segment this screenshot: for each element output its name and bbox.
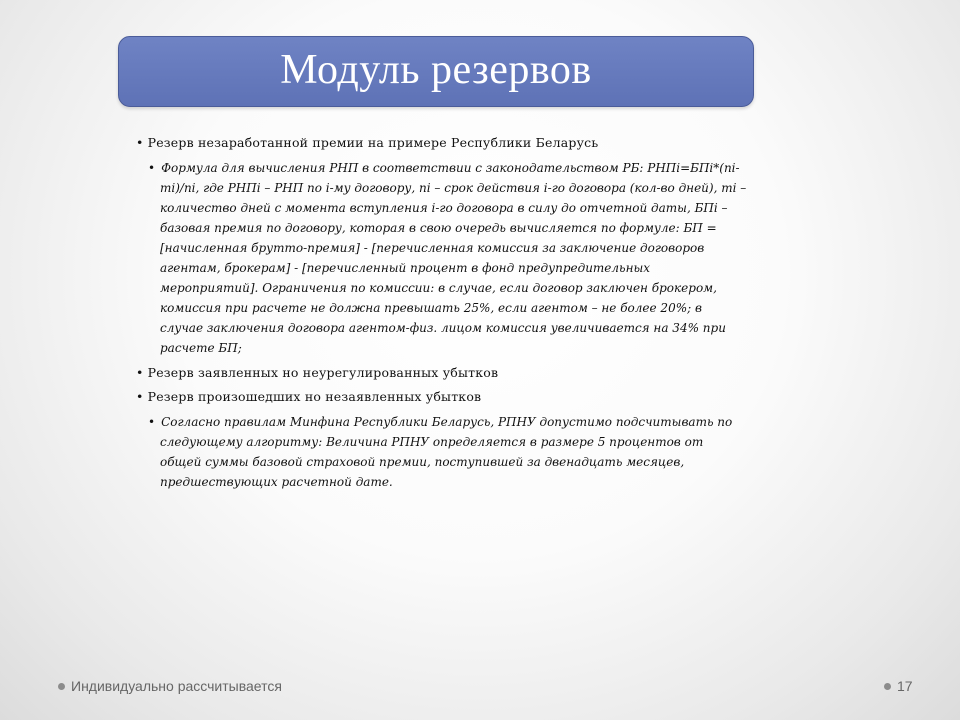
bullet-text: Формула для вычисления РНП в соответствии с законодательством РБ: РНПi=БПi*(ni-mi)/ni, где РНПi – РНП по i-му договору, ni – срок действия i-го договора (кол-во дней), mi – количество дней с момента вступления i-го договора в силу до отчетной даты, БПi – базовая премия по договору, которая в свою очередь вычисляется по формуле: БП = [начисленная брутто-премия] - [перечисленная комиссия за заключение договоров агентам, брокерам] - [перечисленный процент в фонд предупредительных мероприятий]. Ограничения по комиссии: в случае, если договор заключен брокером, комиссия при расчете не должна превышать 25%, если агентом – не более 20%; в случае заключения договора агентом-физ. лицом комиссия увеличивается на 34% при расчете БП;	[160, 161, 747, 355]
slide-title: Модуль резервов	[280, 46, 592, 93]
page-number: 17	[897, 678, 913, 694]
page-number-bullet-icon	[884, 683, 891, 690]
footer-text: Индивидуально рассчитывается	[71, 678, 282, 694]
bullet-icon: •	[136, 389, 144, 404]
bullet-icon: •	[136, 365, 144, 380]
title-box	[118, 36, 754, 107]
bullet-text: Резерв произошедших но незаявленных убытков	[147, 389, 482, 404]
bullet-icon: •	[148, 415, 156, 429]
bullet-level2	[148, 412, 748, 492]
bullet-level1	[136, 388, 748, 406]
bullet-level1	[136, 134, 748, 152]
slide-content	[136, 134, 748, 498]
bullet-text: Резерв незаработанной премии на примере Республики Беларусь	[147, 135, 599, 150]
bullet-icon: •	[148, 161, 156, 175]
bullet-level2	[148, 158, 748, 358]
bullet-level1	[136, 364, 748, 382]
bullet-text: Согласно правилам Минфина Республики Беларусь, РПНУ допустимо подсчитывать по следующему алгоритму: Величина РПНУ определяется в размере 5 процентов от общей суммы базовой страховой премии, поступившей за двенадцать месяцев, предшествующих расчетной дате.	[160, 415, 733, 489]
footer	[58, 678, 282, 694]
page-number-area	[884, 678, 913, 694]
bullet-icon: •	[136, 135, 144, 150]
bullet-text: Резерв заявленных но неурегулированных убытков	[147, 365, 499, 380]
footer-bullet-icon	[58, 683, 65, 690]
